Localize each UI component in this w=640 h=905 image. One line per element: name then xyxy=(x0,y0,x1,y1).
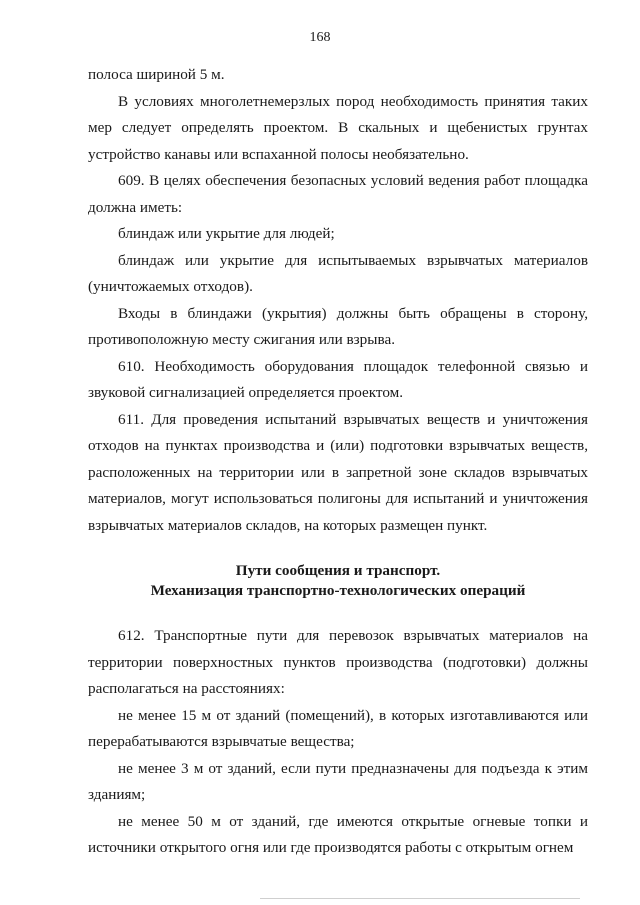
document-body xyxy=(88,62,588,862)
paragraph: 612. Транспортные пути для перевозок взрывчатых материалов на территории поверхностных пунктов производства (подготовки) должны располагаться на расстояниях: xyxy=(88,627,588,697)
paragraph: не менее 15 м от зданий (помещений), в которых изготавливаются или перерабатываются взрывчатые вещества; xyxy=(88,706,588,750)
paragraph: полоса шириной 5 м. xyxy=(88,66,225,83)
paragraph: не менее 3 м от зданий, если пути предназначены для подъезда к этим зданиям; xyxy=(88,759,588,803)
paragraph: 611. Для проведения испытаний взрывчатых веществ и уничтожения отходов на пунктах производства и (или) подготовки взрывчатых веществ, расположенных на территории или в запретной зоне складов взрывчатых материалов, могут использоваться полигоны для испытаний и уничтожения взрывчатых материалов складов, на которых размещен пункт. xyxy=(88,410,588,534)
paragraph: блиндаж или укрытие для испытываемых взрывчатых материалов (уничтожаемых отходов). xyxy=(88,251,588,295)
scan-edge-divider xyxy=(260,898,580,899)
paragraph: Входы в блиндажи (укрытия) должны быть обращены в сторону, противоположную месту сжигания или взрыва. xyxy=(88,304,588,348)
paragraph: блиндаж или укрытие для людей; xyxy=(118,225,335,242)
paragraph: 609. В целях обеспечения безопасных условий ведения работ площадка должна иметь: xyxy=(88,172,588,216)
paragraph: не менее 50 м от зданий, где имеются открытые огневые топки и источники открытого огня или где производятся работы с открытым огнем xyxy=(88,812,588,856)
section-heading-line1: Пути сообщения и транспорт. xyxy=(235,562,441,579)
page-number: 168 xyxy=(309,30,331,45)
section-heading-line2: Механизация транспортно-технологических операций xyxy=(150,582,526,599)
section-heading xyxy=(88,561,588,601)
paragraph: В условиях многолетнемерзлых пород необходимость принятия таких мер следует определять проектом. В скальных и щебенистых грунтах устройство канавы или вспаханной полосы необязательно. xyxy=(88,92,588,163)
paragraph: 610. Необходимость оборудования площадок телефонной связью и звуковой сигнализацией определяется проектом. xyxy=(88,357,588,401)
